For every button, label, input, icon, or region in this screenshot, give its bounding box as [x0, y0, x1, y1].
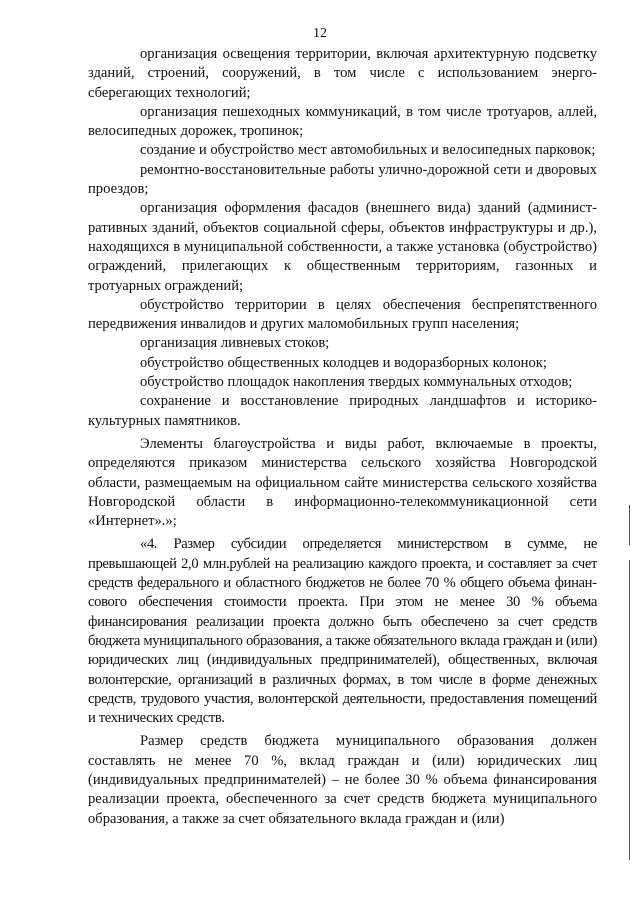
paragraph-wells: обустройство общественных колодцев и водоразборных колонок; [140, 354, 547, 371]
scan-edge-mark [629, 505, 630, 545]
scan-edge-mark [629, 560, 630, 860]
paragraph-road-repair: ремонтно-восстановительные работы улично-дорожной сети и дворовых проездов; [88, 161, 597, 198]
paragraph-municipal-budget: Размер средств бюджета муниципального образования должен составлять не менее 70 %, вклад граждан и (или) юридических лиц (индивидуальных предпринимателей) – не более 30 % объема финансирования реализации проекта, обеспеченного за счет средств бюджета муниципального образования, а также за счет обязательного вклада граждан и (или) [88, 733, 597, 827]
paragraph-subsidy-size: «4. Размер субсидии определяется министерством в сумме, не превышающей 2,0 млн.рублей на реализацию каждого проекта, и составляет за счет средств федерального и областного бюджетов не более 70 % общего объема финансового обеспечения стоимости проекта. При этом не менее 30 % объема финансирования реализации проекта должно быть обеспечено за счет средств бюджета муниципального образования, а также обязательного вклада граждан и (или) юридических лиц (индивидуальных предпринимателей), общественных, включая волонтерские, организаций в различных формах, в том числе в форме денежных средств, трудового участия, волонтерской деятельности, предоставления помещений и технических средств. [88, 536, 597, 727]
paragraph-pedestrian: организация пешеходных коммуникаций, в том числе тротуаров, аллей, велосипедных дорожек, тропинок; [88, 103, 597, 140]
document-body [88, 45, 597, 829]
paragraph-elements-defined: Элементы благоустройства и виды работ, включаемые в проекты, определяются приказом министерства сельского хозяйства Новгородской области, размещаемым на официальном сайте министерства сельского хозяйства Новгородской области в информационно-телекоммуникационной сети «Интернет».»; [88, 435, 597, 530]
paragraph-lighting: организация освещения территории, включая архитектурную подсветку зданий, строений, сооружений, в том числе с использованием энергосберегающих технологий; [88, 46, 597, 101]
paragraph-accessibility: обустройство территории в целях обеспечения беспрепятственного передвижения инвалидов и других маломобильных групп населения; [88, 296, 597, 333]
paragraph-waste-sites: обустройство площадок накопления твердых коммунальных отходов; [140, 374, 573, 391]
paragraph-parking: создание и обустройство мест автомобильных и велосипедных парковок; [140, 142, 596, 159]
paragraph-storm-drains: организация ливневых стоков; [140, 335, 330, 352]
paragraph-landscapes: сохранение и восстановление природных ландшафтов и историко-культурных памятников. [88, 393, 597, 429]
paragraph-facades: организация оформления фасадов (внешнего вида) зданий (административных зданий, объектов социальной сферы, объектов инфраструктуры и др.), находящихся в муниципальной собственности, а также установка (обустройство) ограждений, прилегающих к общественным территориям, газонных и тротуарных ограждений; [88, 200, 597, 294]
page-number: 12 [313, 26, 327, 41]
